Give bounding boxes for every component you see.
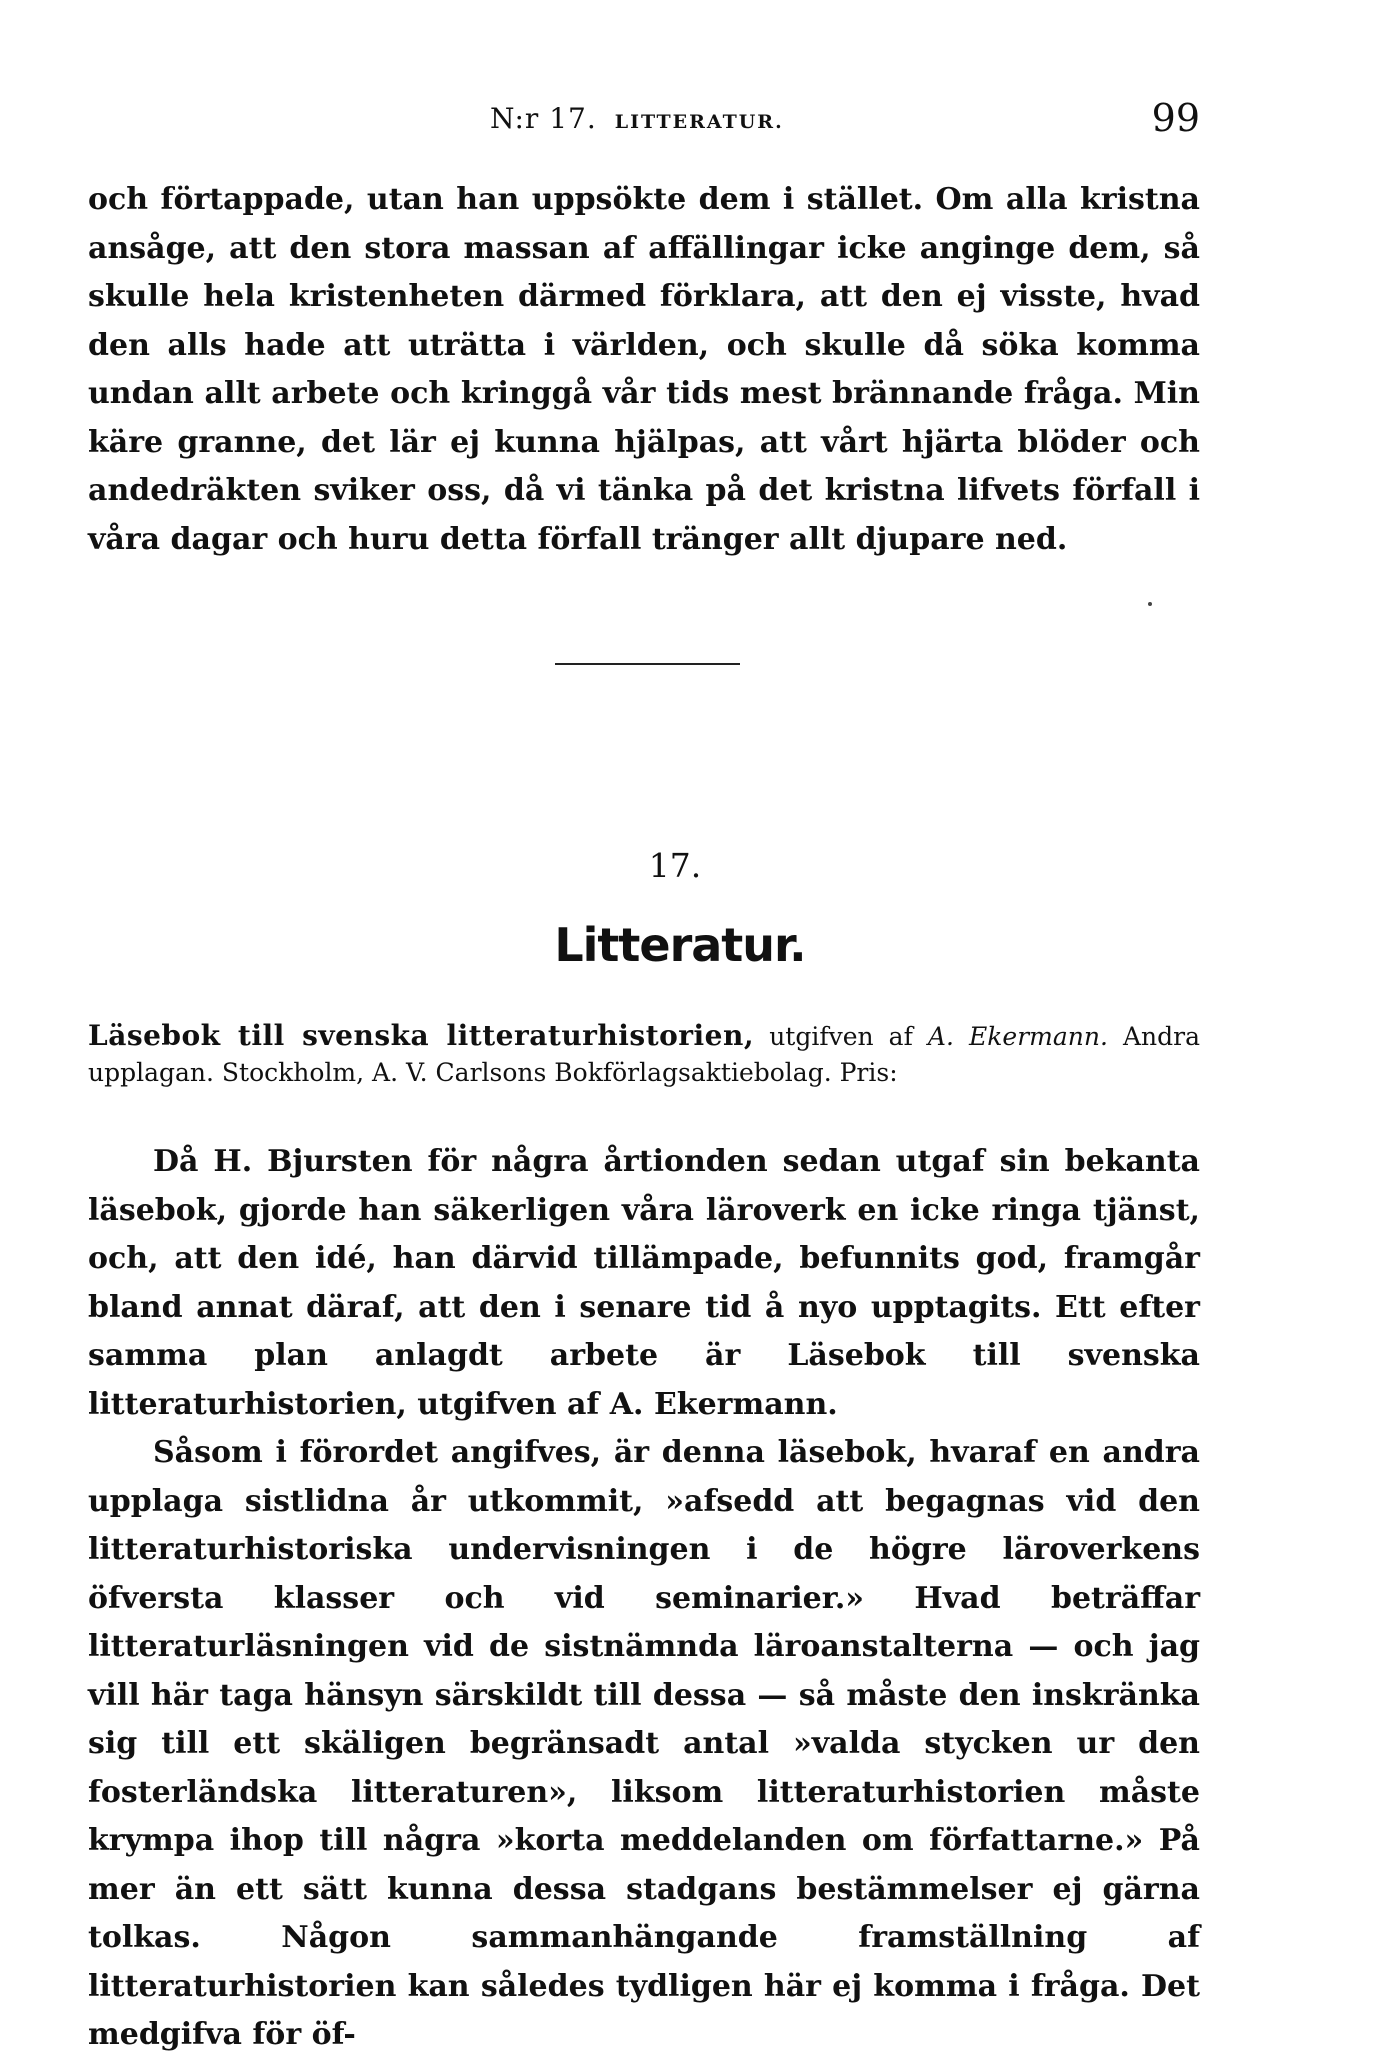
review-paragraph: Då H. Bjursten för några årtionden sedan utgaf sin bekanta läsebok, gjorde han säkerligen våra läroverk en icke ringa tjänst, och, att den idé, han därvid tillämpade, befunnits god, framgår bland annat däraf, att den i senare tid å nyo upptagits. Ett efter samma plan anlagdt arbete är Läsebok till svenska litteraturhistorien, utgifven af A. Ekermann. — [88, 1144, 1200, 1422]
page-number: 99 — [1151, 96, 1200, 140]
running-head-section: LITTERATUR. — [614, 111, 784, 133]
review-paragraph: Såsom i förordet angifves, är denna läsebok, hvaraf en andra upplaga sistlidna år utkommit, »afsedd att begagnas vid den litteraturhistoriska undervisningen i de högre läroverkens öfversta klasser och vid seminarier.» Hvad beträffar litteraturläsningen vid de sistnämnda läroanstalterna — och jag vill här taga hänsyn särskildt till dessa — så måste den inskränka sig till ett skäligen begränsadt antal »valda stycken ur den fosterländska litteraturen», liksom litteraturhistorien måste krympa ihop till några »korta meddelanden om författarne.» På mer än ett sätt kunna dessa stadgans bestämmelser ej gärna tolkas. Någon sammanhängande framställning af litteraturhistorien kan således tydligen här ej komma i fråga. Det medgifva för öf- — [88, 1435, 1200, 2052]
issue-number: N:r 17. — [490, 102, 597, 135]
running-head — [90, 96, 1200, 146]
section-title: Litteratur. — [554, 918, 806, 972]
publication-details: Andra upplagan. Stockholm, A. V. Carlsons Bokförlagsaktiebolag. Pris: — [88, 1022, 1200, 1087]
reviewed-book-title: Läsebok till svenska litteraturhistorien, — [88, 1019, 755, 1052]
section-number: 17. — [648, 846, 702, 885]
running-head-title — [490, 102, 784, 135]
reviewed-book-author: A. Ekermann. — [927, 1022, 1108, 1051]
intro-paragraph: och förtappade, utan han uppsökte dem i stället. Om alla kristna ansåge, att den stora massan af affällingar icke anginge dem, så skulle hela kristenheten därmed förklara, att den ej visste, hvad den alls hade att uträtta i världen, och skulle då söka komma undan allt arbete och kringgå vår tids mest brännande fråga. Min käre granne, det lär ej kunna hjälpas, att vårt hjärta blöder och andedräkten sviker oss, då vi tänka på det kristna lifvets förfall i våra dagar och huru detta förfall tränger allt djupare ned. — [88, 182, 1200, 557]
section-divider-rule — [555, 663, 740, 665]
edited-by-label: utgifven af — [769, 1022, 913, 1051]
review-body — [88, 1138, 1200, 2060]
print-speck — [1148, 602, 1152, 606]
review-bibliographic-header — [88, 1018, 1200, 1091]
intro-paragraph-block — [88, 176, 1200, 564]
